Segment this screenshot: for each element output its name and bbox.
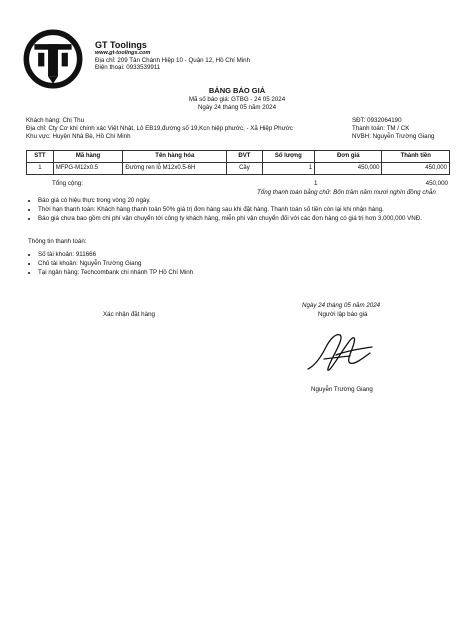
signature-role: Người lập báo giá [318, 311, 368, 318]
table-header-row [27, 151, 450, 163]
account-holder: • Chủ tài khoản: Nguyễn Trường Giang [38, 260, 193, 268]
company-logo [22, 28, 84, 90]
cell-qty: 1 [262, 163, 314, 175]
cell-name: Đường ren lỗ M12x0.5-6H [123, 163, 227, 175]
note-item: • Báo giá có hiệu thực trong vòng 20 ngày. [38, 197, 448, 205]
table-row [27, 163, 450, 175]
signature-date: Ngày 24 tháng 05 năm 2024 [302, 302, 381, 309]
notes-list [28, 197, 448, 223]
company-name: GT Toolings [95, 40, 147, 50]
note-item: • Báo giá chưa bao gồm chi phí vận chuyển tới công ty khách hàng, miễn phí vận chuyển đối với các đơn hàng có giá trị hơn 3,000,000 VNĐ. [38, 215, 448, 223]
note-item: • Thời hạn thanh toán: Khách hàng thanh toán 50% giá trị đơn hàng sau khi đặt hàng. Thanh toán số tiền còn lại khi nhận hàng. [38, 206, 448, 214]
handwritten-signature [300, 325, 380, 380]
header-price: Đơn giá [315, 151, 382, 163]
cell-total: 450,000 [382, 163, 450, 175]
payment-method: Thanh toán: TM / CK [352, 125, 410, 132]
company-address: Địa chỉ: 209 Tân Chánh Hiệp 10 - Quận 12, Hồ Chí Minh [95, 57, 251, 64]
items-table [26, 150, 450, 175]
customer-address: Địa chỉ: Cty Cơ khí chính xác Việt Nhật, Lô EB19,đường số 19,Kcn hiệp phước, - Xã Hiệp Phước [26, 125, 293, 132]
header-unit: ĐVT [227, 151, 262, 163]
customer-name: Khách hàng: Chị Thu [26, 117, 85, 124]
cell-unit: Cây [227, 163, 262, 175]
total-amount: 450,000 [425, 180, 448, 187]
bank-account: • Số tài khoản: 911666 [38, 251, 193, 259]
document-title: BẢNG BÁO GIÁ [208, 86, 266, 95]
header-code: Mã hàng [53, 151, 123, 163]
signer-name: Nguyễn Trường Giang [311, 386, 373, 393]
header-name: Tên hàng hóa [123, 151, 227, 163]
customer-area: Khu vực: Huyện Nhà Bè, Hồ Chí Minh [26, 133, 131, 140]
cell-price: 450,000 [315, 163, 382, 175]
bank-name: • Tại ngân hàng: Techcombank chi nhánh TP Hồ Chí Minh [38, 269, 193, 277]
total-in-words: Tổng thanh toán bằng chữ: Bốn trăm năm mươi nghìn đồng chẵn [257, 189, 436, 196]
header-stt: STT [27, 151, 54, 163]
header-total: Thành tiền [382, 151, 450, 163]
cell-code: MFPG-M12x0.5 [53, 163, 123, 175]
cell-stt: 1 [27, 163, 54, 175]
header-qty: Số lượng [262, 151, 314, 163]
total-qty: 1 [314, 180, 318, 187]
total-label: Tổng cộng: [52, 180, 83, 187]
payment-info-list [28, 251, 193, 277]
payment-info-heading: Thông tin thanh toán: [28, 238, 87, 245]
quote-number: Mã số báo giá: GTBG - 24 05 2024 [188, 96, 286, 103]
sales-rep: NVBH: Nguyễn Trường Giang [352, 133, 435, 140]
quote-date: Ngày 24 tháng 05 năm 2024 [197, 104, 277, 111]
company-phone: Điện thoại: 0933539911 [95, 64, 161, 71]
company-website: www.gt-toolings.com [95, 50, 151, 56]
customer-phone: SĐT: 0932064190 [352, 117, 402, 124]
order-confirmation-label: Xác nhận đặt hàng [103, 311, 155, 318]
